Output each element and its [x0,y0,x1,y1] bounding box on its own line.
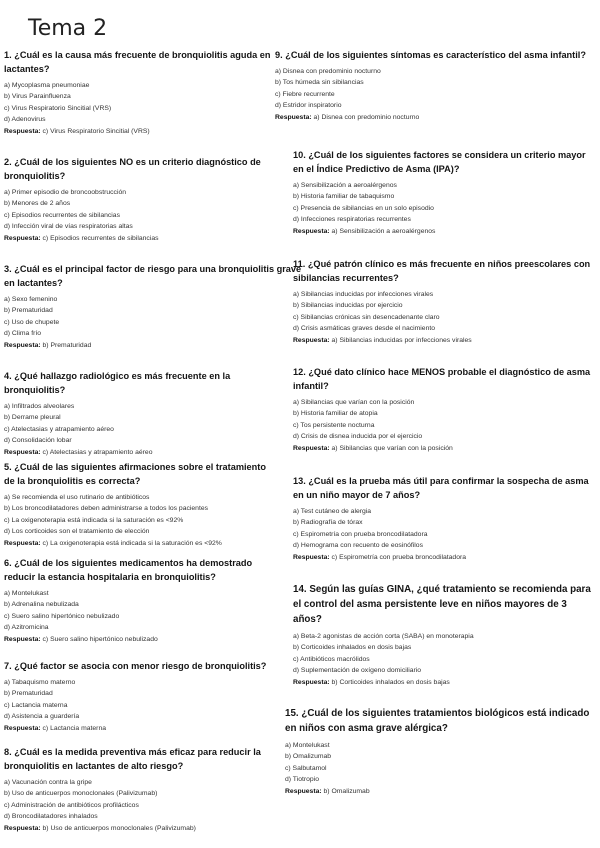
answer [285,786,595,797]
option: d) Infección viral de vías respiratorias altas [4,223,133,231]
option: d) Asistencia a guardería [4,713,80,721]
answer-text: c) Virus Respiratorio Sincitial (VRS) [42,127,150,135]
option: a) Sensibilización a aeroalérgenos [293,182,397,189]
option: b) Prematuridad [4,690,53,698]
question-text: 2. ¿Cuál de los siguientes NO es un criterio diagnóstico de bronquiolitis? [4,157,261,181]
option: a) Sibilancias que varían con la posición [293,399,415,406]
answer-text: c) La oxigenoterapia está indicada si la saturación es <92% [42,539,222,547]
option: d) Crisis de disnea inducida por el ejercicio [293,433,423,441]
question-text: 14. Según las guías GINA, ¿qué tratamiento se recomienda para el control del asma persistente leve en niños mayores de 3 años? [293,584,591,625]
option: c) Salbutamol [285,764,327,772]
answer [293,226,595,237]
answer [4,634,284,645]
option: b) Los broncodilatadores deben administrarse a todos los pacientes [4,505,209,513]
answer [293,335,595,346]
option: c) Tos persistente nocturna [293,421,375,429]
question-text: 1. ¿Cuál es la causa más frecuente de bronquiolitis aguda en lactantes? [4,50,271,74]
option: a) Vacunación contra la gripe [4,779,92,786]
answer [4,538,276,549]
option: c) Administración de antibióticos profilácticos [4,801,139,809]
question-text: 12. ¿Qué dato clínico hace MENOS probable el diagnóstico de asma infantil? [293,367,591,391]
option: c) Fiebre recurrente [275,90,335,98]
option: d) Tiotropio [285,776,320,784]
answer-label: Respuesta: [4,234,41,242]
option: a) Infiltrados alveolares [4,403,75,410]
answer [4,233,272,244]
question-text: 6. ¿Cuál de los siguientes medicamentos ha demostrado reducir la estancia hospitalaria en bronquiolitis? [4,558,253,582]
question-text: 5. ¿Cuál de las siguientes afirmaciones sobre el tratamiento de la bronquiolitis es correcta? [4,462,266,486]
answer-label: Respuesta: [285,787,322,795]
option: b) Uso de anticuerpos monoclonales (Palivizumab) [4,790,158,798]
option: b) Virus Parainfluenza [4,93,71,101]
option: a) Montelukast [285,742,330,749]
option: b) Omalizumab [285,753,332,761]
answer [4,823,276,834]
option: c) La oxigenoterapia está indicada si la saturación es <92% [4,516,184,524]
option: d) Infecciones respiratorias recurrentes [293,216,411,224]
option: c) Presencia de sibilancias en un solo episodio [293,204,434,212]
option: a) Sexo femenino [4,296,58,303]
question-12 [293,365,595,454]
answer [4,126,272,137]
question-9 [275,48,595,123]
question-text: 13. ¿Cuál es la prueba más útil para confirmar la sospecha de asma en un niño mayor de 7 años? [293,476,589,500]
option: d) Crisis asmáticas graves desde el nacimiento [293,325,436,333]
question-1 [4,48,272,137]
option: d) Los corticoides son el tratamiento de elección [4,528,150,536]
question-4 [4,369,284,458]
option: b) Derrame pleural [4,414,61,422]
option: b) Menores de 2 años [4,200,71,208]
option: a) Se recomienda el uso rutinario de antibióticos [4,494,150,501]
option: d) Adenovirus [4,116,46,124]
option: a) Sibilancias inducidas por infecciones virales [293,291,434,298]
option: a) Test cutáneo de alergia [293,508,372,515]
question-10 [293,148,595,237]
question-text: 11. ¿Qué patrón clínico es más frecuente en niños preescolares con sibilancias recurrentes? [293,259,591,283]
option: d) Consolidación lobar [4,437,72,445]
answer [293,443,595,454]
answer-label: Respuesta: [4,127,41,135]
option: c) Atelectasias y atrapamiento aéreo [4,425,114,433]
answer [293,677,595,688]
answer [293,552,595,563]
question-text: 4. ¿Qué hallazgo radiológico es más frecuente en la bronquiolitis? [4,371,231,395]
answer-text: c) Episodios recurrentes de sibilancias [42,234,159,242]
answer-label: Respuesta: [4,635,41,643]
option: a) Mycoplasma pneumoniae [4,82,90,89]
answer-text: c) Atelectasias y atrapamiento aéreo [42,448,153,456]
answer-text: b) Corticoides inhalados en dosis bajas [331,678,450,686]
answer-label: Respuesta: [293,227,330,235]
option: c) Suero salino hipertónico nebulizado [4,612,120,620]
option: b) Historia familiar de tabaquismo [293,193,395,201]
question-text: 3. ¿Cuál es el principal factor de riesgo para una bronquiolitis grave en lactantes? [4,264,302,288]
answer-label: Respuesta: [293,678,330,686]
question-14 [293,582,595,688]
question-11 [293,257,595,346]
answer-text: b) Uso de anticuerpos monoclonales (Palivizumab) [42,824,196,832]
option: b) Corticoides inhalados en dosis bajas [293,644,412,652]
option: a) Montelukast [4,590,49,597]
question-2 [4,155,272,244]
option: a) Beta-2 agonistas de acción corta (SABA) en monoterapia [293,633,474,640]
answer-text: c) Suero salino hipertónico nebulizado [42,635,158,643]
answer-label: Respuesta: [4,539,41,547]
answer-text: b) Prematuridad [42,341,92,349]
option: c) Virus Respiratorio Sincitial (VRS) [4,104,112,112]
answer-text: a) Sibilancias que varían con la posición [331,444,453,452]
question-7 [4,659,284,734]
answer-label: Respuesta: [293,336,330,344]
option: c) Uso de chupete [4,318,60,326]
option: b) Prematuridad [4,307,53,315]
answer [4,340,304,351]
answer [4,447,284,458]
option: b) Historia familiar de atopia [293,410,378,418]
answer [275,112,595,123]
option: c) Antibióticos macrólidos [293,655,370,663]
answer-text: a) Sensibilización a aeroalérgenos [331,227,436,235]
question-text: 8. ¿Cuál es la medida preventiva más eficaz para reducir la bronquiolitis en lactantes de alto riesgo? [4,747,261,771]
answer-text: c) Lactancia materna [42,724,106,732]
answer-text: a) Sibilancias inducidas por infecciones virales [331,336,472,344]
question-6 [4,556,284,645]
option: b) Adrenalina nebulizada [4,601,79,609]
option: b) Sibilancias inducidas por ejercicio [293,302,403,310]
question-13 [293,474,595,563]
option: d) Broncodilatadores inhalados [4,813,98,821]
question-text: 9. ¿Cuál de los siguientes síntomas es característico del asma infantil? [275,50,586,60]
question-3 [4,262,304,351]
question-15 [285,706,595,797]
option: c) Episodios recurrentes de sibilancias [4,211,120,219]
answer-label: Respuesta: [293,444,330,452]
answer-label: Respuesta: [4,448,41,456]
option: c) Espirometría con prueba broncodilatadora [293,530,428,538]
option: a) Primer episodio de broncoobstrucción [4,189,127,196]
answer-text: a) Disnea con predominio nocturno [313,113,420,121]
option: c) Sibilancias crónicas sin desencadenante claro [293,313,440,321]
answer [4,723,284,734]
question-8 [4,745,276,834]
option: d) Suplementación de oxígeno domiciliario [293,667,422,675]
option: a) Tabaquismo materno [4,679,76,686]
option: b) Radiografía de tórax [293,519,363,527]
answer-label: Respuesta: [4,724,41,732]
answer-text: c) Espirometría con prueba broncodilatadora [331,553,467,561]
answer-label: Respuesta: [4,341,41,349]
option: d) Azitromicina [4,624,49,632]
answer-label: Respuesta: [275,113,312,121]
page-title: Tema 2 [28,16,108,41]
question-text: 7. ¿Qué factor se asocia con menor riesgo de bronquiolitis? [4,661,267,671]
question-5 [4,460,276,549]
question-text: 15. ¿Cuál de los siguientes tratamientos biológicos está indicado en niños con asma grave alérgica? [285,708,590,734]
option: d) Hemograma con recuento de eosinófilos [293,542,423,550]
option: c) Lactancia materna [4,701,68,709]
question-text: 10. ¿Cuál de los siguientes factores se considera un criterio mayor en el Índice Predictivo de Asma (IPA)? [293,150,586,174]
option: a) Disnea con predominio nocturno [275,68,381,75]
option: d) Clima frío [4,330,42,338]
answer-label: Respuesta: [293,553,330,561]
answer-text: b) Omalizumab [323,787,370,795]
option: b) Tos húmeda sin sibilancias [275,79,364,87]
option: d) Estridor inspiratorio [275,102,342,110]
answer-label: Respuesta: [4,824,41,832]
